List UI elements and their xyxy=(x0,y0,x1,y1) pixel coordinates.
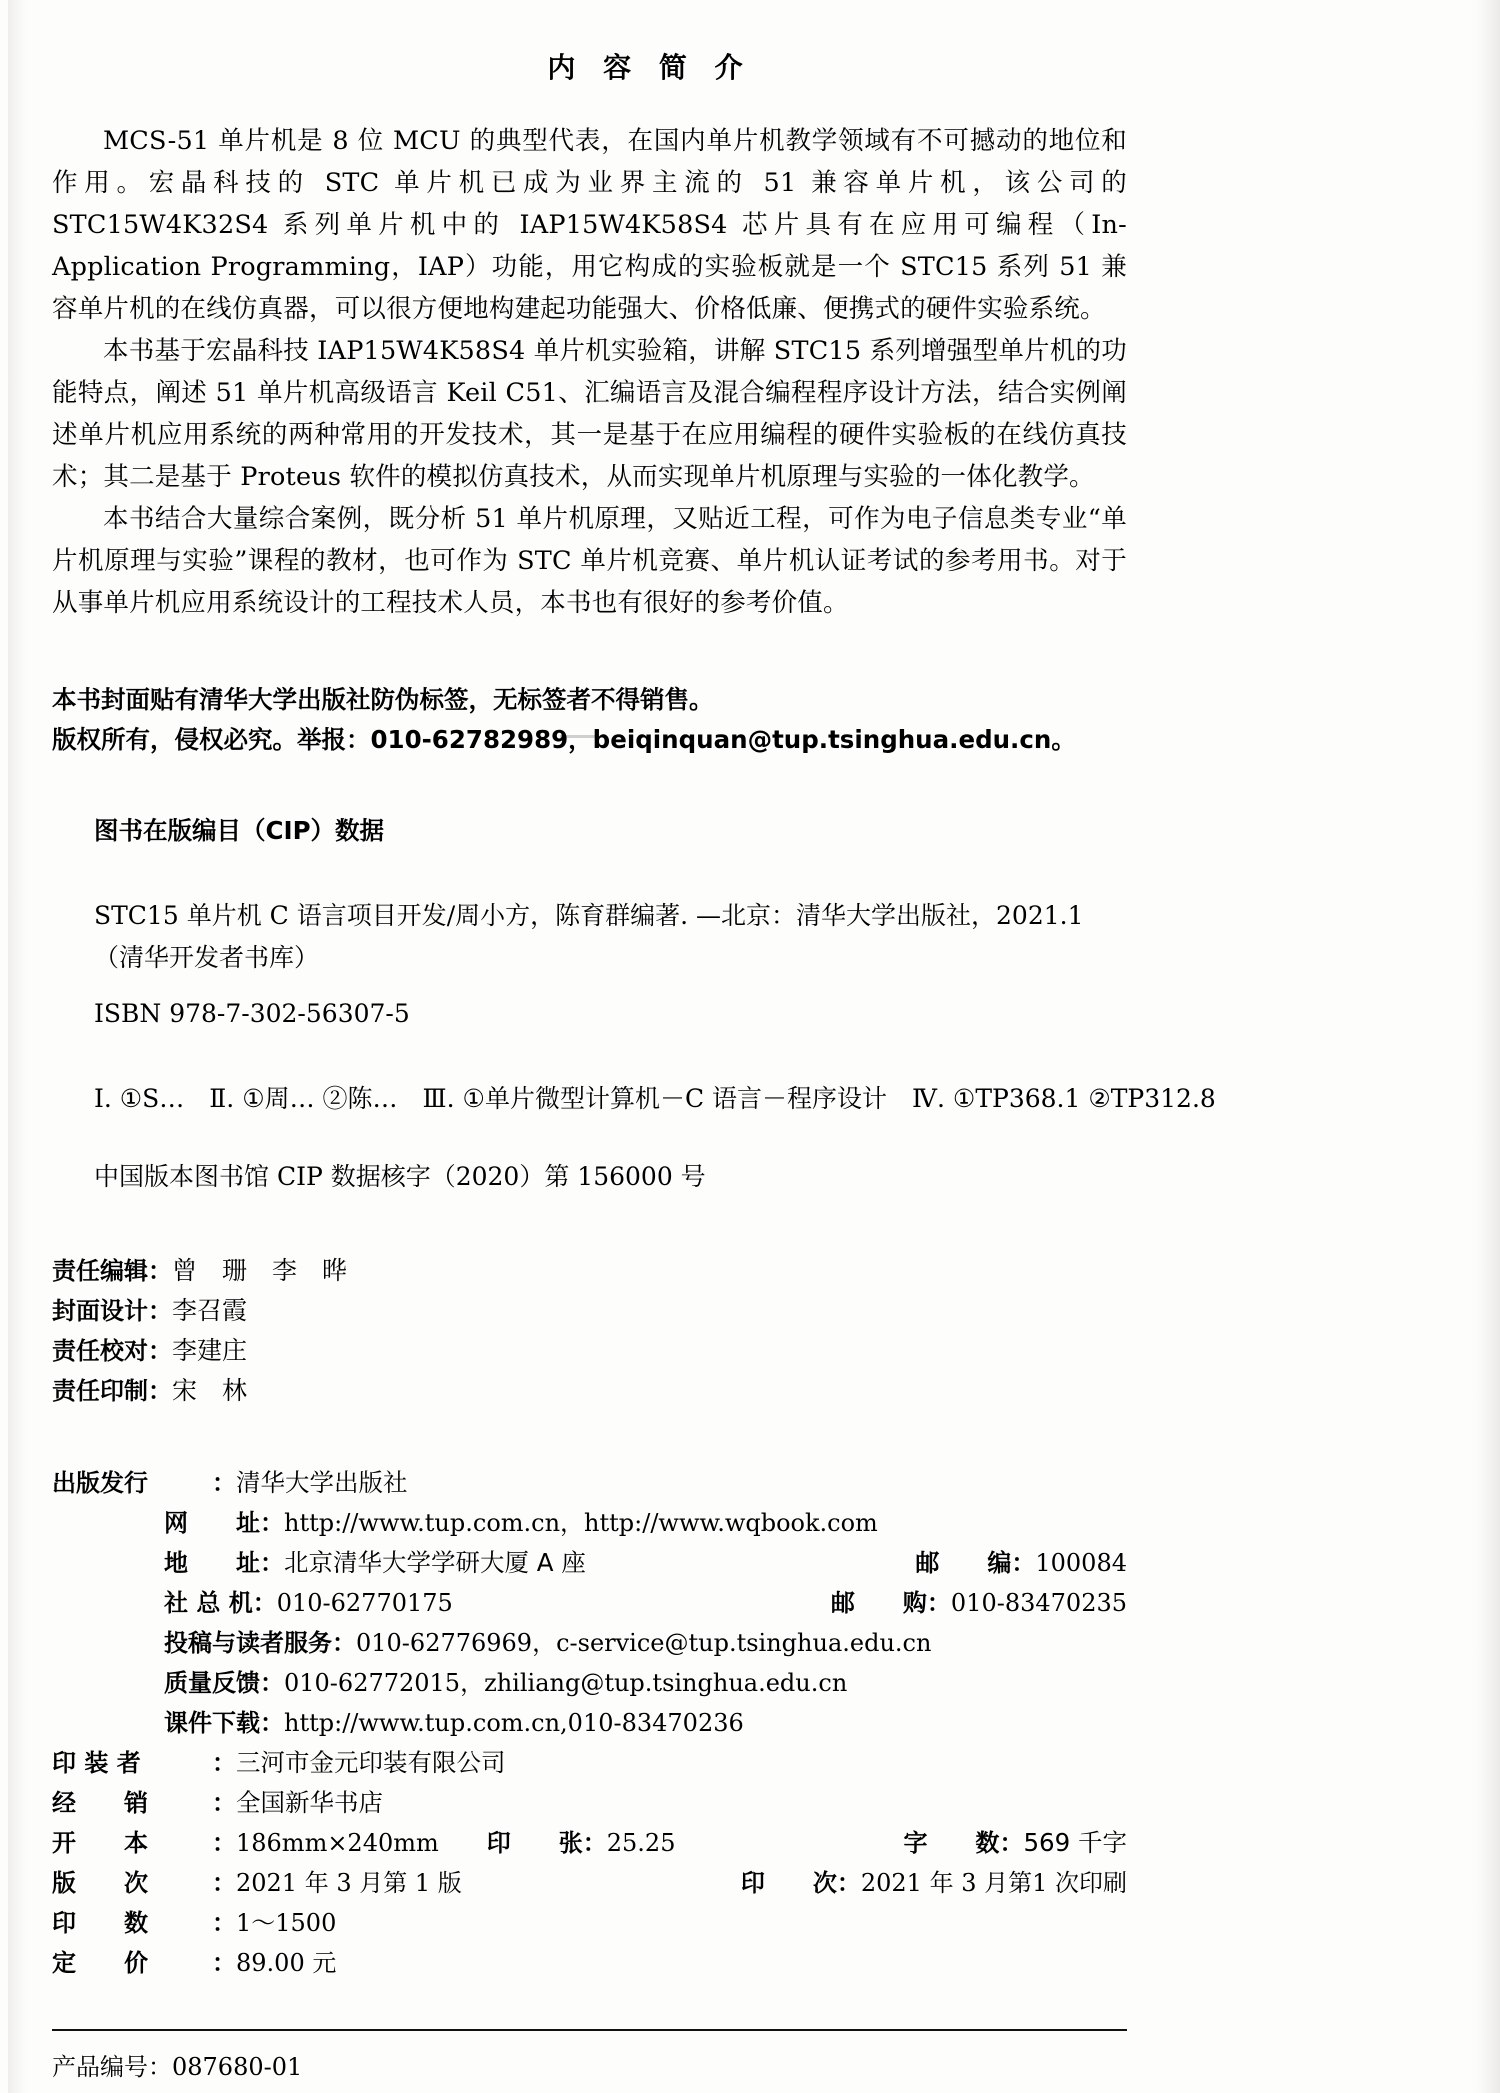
imprint-value-format: 186mm×240mm xyxy=(236,1829,439,1857)
staff-label-proofreader: 责任校对 xyxy=(52,1337,148,1365)
imprint-row-switchboard xyxy=(52,1583,1127,1623)
staff-row xyxy=(52,1331,1127,1371)
imprint-row-address xyxy=(52,1543,1127,1583)
imprint-row-publisher xyxy=(52,1463,1127,1503)
imprint-value-publisher: 清华大学出版社 xyxy=(236,1468,408,1497)
imprint-row-format xyxy=(52,1823,1127,1863)
imprint-colon-format: ： xyxy=(212,1829,236,1857)
imprint-colon-distributor: ： xyxy=(212,1789,236,1817)
imprint-label-quality-feedback: 质量反馈 xyxy=(164,1669,260,1697)
imprint-label-print-run: 印 数 xyxy=(52,1909,148,1937)
imprint-row-courseware xyxy=(52,1703,1127,1743)
staff-row xyxy=(52,1291,1127,1331)
imprint-label-postcode: 邮 编 xyxy=(915,1549,1012,1577)
imprint-colon-edition: ： xyxy=(212,1869,236,1897)
imprint-colon-address: ： xyxy=(260,1549,284,1577)
imprint-value-print-run: 1～1500 xyxy=(236,1909,337,1937)
cip-heading: 图书在版编目（CIP）数据 xyxy=(94,816,385,845)
imprint-label-words: 字 数 xyxy=(903,1829,1000,1857)
imprint-label-impression: 印 次 xyxy=(740,1869,837,1897)
imprint-colon-publisher: ： xyxy=(212,1469,236,1497)
summary-paragraph-3: 本书结合大量综合案例，既分析 51 单片机原理，又贴近工程，可作为电子信息类专业“单片机原理与实验”课程的教材，也可作为 STC 单片机竞赛、单片机认证考试的参考用书。对于从事单片机应用系统设计的工程技术人员，本书也有很好的参考价值。 xyxy=(52,504,1127,618)
imprint-sheets-group xyxy=(487,1823,676,1863)
imprint-label-distributor: 经 销 xyxy=(52,1789,148,1817)
imprint-colon-sheets: ： xyxy=(582,1829,607,1857)
imprint-value-switchboard: 010-62770175 xyxy=(276,1589,453,1617)
cip-record xyxy=(94,895,1127,1035)
imprint-label-sheets: 印 张 xyxy=(486,1829,583,1857)
imprint-words-group xyxy=(903,1823,1127,1863)
imprint-postcode-group xyxy=(915,1543,1127,1583)
imprint-row-price xyxy=(52,1943,1127,1983)
imprint-details xyxy=(52,1463,1127,1983)
copyright-notice xyxy=(52,680,1127,760)
imprint-colon-reader-service: ： xyxy=(332,1629,356,1657)
imprint-colon-mailorder: ： xyxy=(926,1589,951,1617)
staff-row xyxy=(52,1251,1127,1291)
imprint-value-price: 89.00 元 xyxy=(236,1949,337,1977)
imprint-colon-website: ： xyxy=(260,1509,284,1537)
imprint-colon-print-run: ： xyxy=(212,1909,236,1937)
imprint-label-publisher: 出版发行 xyxy=(52,1469,148,1497)
imprint-row-quality-feedback xyxy=(52,1663,1127,1703)
product-number-value: 087680-01 xyxy=(172,2053,303,2081)
staff-credits xyxy=(52,1251,1127,1411)
imprint-mailorder-group xyxy=(831,1583,1127,1623)
imprint-row-edition xyxy=(52,1863,1127,1903)
imprint-colon-words: ： xyxy=(999,1829,1024,1857)
imprint-label-printer: 印 装 者 xyxy=(52,1749,141,1777)
imprint-row-reader-service xyxy=(52,1623,1127,1663)
cip-isbn-line: ISBN 978-7-302-56307-5 xyxy=(94,999,410,1028)
imprint-row-printer xyxy=(52,1743,1127,1783)
staff-label-editor: 责任编辑 xyxy=(52,1257,148,1285)
scan-edge-right xyxy=(1472,0,1500,2093)
imprint-label-reader-service: 投稿与读者服务 xyxy=(164,1629,332,1657)
summary-paragraph-2: 本书基于宏晶科技 IAP15W4K58S4 单片机实验箱，讲解 STC15 系列增强型单片机的功能特点，阐述 51 单片机高级语言 Keil C51、汇编语言及混合编程程序设计方法，结合实例阐述单片机应用系统的两种常用的开发技术，其一是基于在应用编程的硬件实验板的在线仿真技术；其二是基于 Proteus 软件的模拟仿真技术，从而实现单片机原理与实验的一体化教学。 xyxy=(52,336,1127,492)
imprint-row-website xyxy=(52,1503,1127,1543)
staff-value-cover-design: 李召霞 xyxy=(172,1296,248,1325)
imprint-format-group xyxy=(52,1823,676,1863)
imprint-colon-printer: ： xyxy=(212,1749,236,1777)
imprint-value-printer: 三河市金元印装有限公司 xyxy=(236,1748,506,1777)
imprint-colon-postcode: ： xyxy=(1011,1549,1036,1577)
page-title: 内 容 简 介 xyxy=(547,51,752,84)
imprint-colon-switchboard: ： xyxy=(252,1589,277,1617)
imprint-value-edition: 2021 年 3 月第 1 版 xyxy=(236,1869,462,1897)
staff-value-editor: 曾 珊 李 晔 xyxy=(172,1256,348,1285)
imprint-label-mailorder: 邮 购 xyxy=(830,1589,927,1617)
summary-paragraph-1: MCS-51 单片机是 8 位 MCU 的典型代表，在国内单片机教学领域有不可撼动的地位和作用。宏晶科技的 STC 单片机已成为业界主流的 51 兼容单片机，该公司的 STC15W4K32S4 系列单片机中的 IAP15W4K58S4 芯片具有在应用可编程（In-Application Programming，IAP）功能，用它构成的实验板就是一个 STC15 系列 51 兼容单片机的在线仿真器，可以很方便地构建起功能强大、价格低廉、便携式的硬件实验系统。 xyxy=(52,126,1127,324)
cip-classification-line: Ⅰ. ①S… Ⅱ. ①周… ②陈… Ⅲ. ①单片微型计算机－C 语言－程序设计 Ⅳ. ①TP368.1 ②TP312.8 xyxy=(94,1084,1216,1113)
staff-colon-0: ： xyxy=(148,1257,172,1285)
scan-edge-left xyxy=(8,0,30,2093)
imprint-label-website: 网 址 xyxy=(164,1509,260,1537)
page-content xyxy=(52,46,1216,2082)
imprint-value-words: 569 千字 xyxy=(1023,1828,1127,1857)
imprint-row-print-run xyxy=(52,1903,1127,1943)
imprint-value-courseware: http://www.tup.com.cn,010-83470236 xyxy=(284,1709,744,1737)
cip-title-line: STC15 单片机 C 语言项目开发/周小方，陈育群编著. —北京：清华大学出版社，2021.1 xyxy=(94,901,1084,930)
staff-value-proofreader: 李建庄 xyxy=(172,1336,248,1365)
product-number-label: 产品编号： xyxy=(52,2053,172,2081)
staff-row xyxy=(52,1371,1127,1411)
imprint-value-postcode: 100084 xyxy=(1035,1549,1127,1577)
imprint-value-website: http://www.tup.com.cn，http://www.wqbook.com xyxy=(284,1509,878,1537)
staff-label-cover-design: 封面设计 xyxy=(52,1297,148,1325)
imprint-colon-quality-feedback: ： xyxy=(260,1669,284,1697)
imprint-value-impression: 2021 年 3 月第1 次印刷 xyxy=(860,1869,1127,1897)
imprint-value-address: 北京清华大学学研大厦 A 座 xyxy=(284,1548,586,1577)
staff-colon-2: ： xyxy=(148,1337,172,1365)
staff-label-printing-supervisor: 责任印制 xyxy=(52,1377,148,1405)
imprint-label-address: 地 址 xyxy=(164,1549,260,1577)
imprint-row-distributor xyxy=(52,1783,1127,1823)
imprint-impression-group xyxy=(741,1863,1127,1903)
cip-number-line: 中国版本图书馆 CIP 数据核字（2020）第 156000 号 xyxy=(94,1162,706,1191)
imprint-colon-impression: ： xyxy=(836,1869,861,1897)
imprint-label-price: 定 价 xyxy=(52,1949,148,1977)
imprint-value-distributor: 全国新华书店 xyxy=(236,1788,383,1817)
staff-colon-1: ： xyxy=(148,1297,172,1325)
imprint-value-sheets: 25.25 xyxy=(606,1829,676,1857)
anti-counterfeit-notice: 本书封面贴有清华大学出版社防伪标签，无标签者不得销售。 xyxy=(52,685,714,714)
imprint-value-mailorder: 010-83470235 xyxy=(950,1589,1127,1617)
imprint-value-reader-service: 010-62776969，c-service@tup.tsinghua.edu.cn xyxy=(356,1629,932,1657)
imprint-value-quality-feedback: 010-62772015，zhiliang@tup.tsinghua.edu.cn xyxy=(284,1669,848,1697)
imprint-edition-group xyxy=(52,1863,672,1903)
product-number-line xyxy=(52,2047,1127,2082)
imprint-label-format: 开 本 xyxy=(52,1829,148,1857)
imprint-label-edition: 版 次 xyxy=(52,1869,148,1897)
staff-colon-3: ： xyxy=(148,1377,172,1405)
imprint-colon-courseware: ： xyxy=(260,1709,284,1737)
footer-divider xyxy=(52,2029,1127,2031)
copyright-reserved-notice: 版权所有，侵权必究。举报：010-62782989，beiqinquan@tup.tsinghua.edu.cn。 xyxy=(52,725,1076,754)
imprint-label-switchboard: 社 总 机 xyxy=(164,1589,253,1617)
staff-value-printing-supervisor: 宋 林 xyxy=(172,1376,248,1405)
cip-series-line: （清华开发者书库） xyxy=(94,943,320,972)
imprint-label-courseware: 课件下载 xyxy=(164,1709,260,1737)
imprint-colon-price: ： xyxy=(212,1949,236,1977)
